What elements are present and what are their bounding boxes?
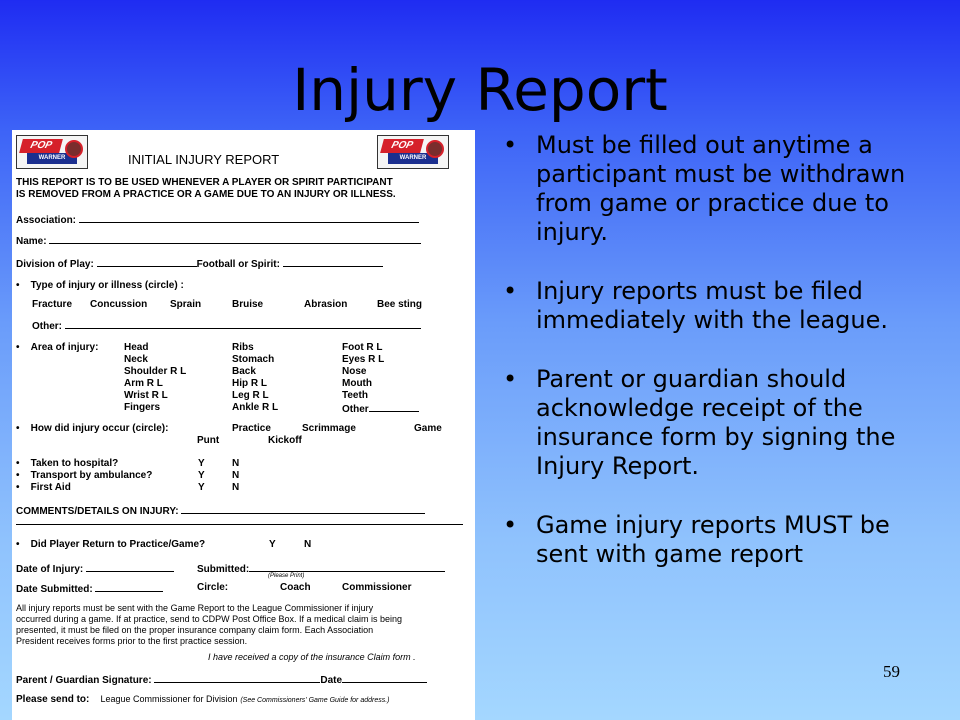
how-punt: Punt	[197, 435, 220, 446]
ambulance-yes: Y	[198, 470, 205, 481]
comments-label: COMMENTS/DETAILS ON INJURY:	[16, 506, 179, 517]
send-to-row	[16, 694, 390, 705]
circle-label: Circle:	[197, 582, 229, 593]
area-ankle: Ankle R L	[232, 402, 279, 413]
name-label: Name:	[16, 236, 47, 247]
other-field	[32, 319, 421, 332]
form-title: INITIAL INJURY REPORT	[128, 152, 280, 167]
form-intro-1: THIS REPORT IS TO BE USED WHENEVER A PLAYER OR SPIRIT PARTICIPANT	[16, 177, 393, 188]
type-fracture: Fracture	[32, 299, 73, 310]
how-practice: Practice	[232, 423, 271, 434]
bullet-item: • Must be filled out anytime a participant must be withdrawn from game or practice due to injury.	[503, 131, 923, 247]
date-injury-label: Date of Injury:	[16, 564, 84, 575]
area-shoulder: Shoulder R L	[124, 366, 187, 377]
ambulance-label: Transport by ambulance?	[30, 470, 153, 481]
logo-ball-icon	[426, 140, 444, 158]
logo-text: POP	[380, 139, 424, 153]
how-kickoff: Kickoff	[268, 435, 302, 446]
bullet-list	[503, 131, 923, 599]
pop-warner-logo-left	[16, 135, 88, 169]
type-question: • Type of injury or illness (circle) :	[16, 280, 184, 291]
bullet-item: • Injury reports must be filed immediately with the league.	[503, 277, 923, 335]
logo-subtext: WARNER	[27, 153, 77, 164]
return-no: N	[304, 539, 312, 550]
first-aid-row: • First Aid	[16, 482, 71, 493]
how-scrimmage: Scrimmage	[302, 423, 356, 434]
area-ribs: Ribs	[232, 342, 254, 353]
area-eyes: Eyes R L	[342, 354, 385, 365]
area-back: Back	[232, 366, 256, 377]
page-number: 59	[883, 662, 900, 681]
date-submitted-field	[16, 582, 163, 595]
submitted-label: Submitted:	[197, 564, 250, 575]
type-abrasion: Abrasion	[304, 299, 348, 310]
name-field	[16, 234, 421, 247]
type-concussion: Concussion	[90, 299, 148, 310]
notice-line-4: President receives forms prior to the first practice session.	[16, 636, 248, 646]
date-submitted-label: Date Submitted:	[16, 584, 93, 595]
area-question: • Area of injury:	[16, 342, 99, 353]
area-teeth: Teeth	[342, 390, 368, 401]
area-arm: Arm R L	[124, 378, 163, 389]
hospital-row: • Taken to hospital?	[16, 458, 119, 469]
comments-line-2	[16, 515, 463, 528]
type-bee-sting: Bee sting	[377, 299, 423, 310]
bullet-item: • Parent or guardian should acknowledge receipt of the insurance form by signing the Injury Report.	[503, 365, 923, 481]
area-leg: Leg R L	[232, 390, 269, 401]
injury-report-form-image	[12, 130, 475, 720]
how-game: Game	[414, 423, 442, 434]
pop-warner-logo-right	[377, 135, 449, 169]
area-other-label: Other	[342, 404, 369, 415]
hospital-yes: Y	[198, 458, 205, 469]
return-question: • Did Player Return to Practice/Game?	[16, 539, 206, 550]
commissioner-option: Commissioner	[342, 582, 412, 593]
return-question-label: Did Player Return to Practice/Game?	[30, 539, 206, 550]
type-question-label: Type of injury or illness (circle) :	[30, 280, 184, 291]
hospital-no: N	[232, 458, 240, 469]
division-field	[16, 257, 383, 270]
association-label: Association:	[16, 215, 77, 226]
area-head: Head	[124, 342, 149, 353]
association-field	[16, 213, 419, 226]
area-other	[342, 402, 419, 415]
notice-line-2: occurred during a game. If at practice, send to CDPW Post Office Box. If a medical claim is being	[16, 614, 403, 624]
area-nose: Nose	[342, 366, 367, 377]
how-question: • How did injury occur (circle):	[16, 423, 169, 434]
ambulance-no: N	[232, 470, 240, 481]
area-question-label: Area of injury:	[30, 342, 99, 353]
area-foot: Foot R L	[342, 342, 383, 353]
other-label: Other:	[32, 321, 62, 332]
slide-title: Injury Report	[292, 56, 668, 124]
type-sprain: Sprain	[170, 299, 202, 310]
first-aid-yes: Y	[198, 482, 205, 493]
area-stomach: Stomach	[232, 354, 275, 365]
send-to-label: Please send to:	[16, 694, 90, 705]
first-aid-no: N	[232, 482, 240, 493]
logo-ball-icon	[65, 140, 83, 158]
notice-line-3: presented, it must be filed on the proper insurance company claim form. Each Association	[16, 625, 374, 635]
logo-subtext: WARNER	[388, 153, 438, 164]
please-print-note: (Please Print)	[268, 573, 305, 579]
area-fingers: Fingers	[124, 402, 161, 413]
type-bruise: Bruise	[232, 299, 264, 310]
area-wrist: Wrist R L	[124, 390, 168, 401]
logo-text: POP	[19, 139, 63, 153]
ambulance-row: • Transport by ambulance?	[16, 470, 153, 481]
bullet-item: • Game injury reports MUST be sent with game report	[503, 511, 923, 569]
how-question-label: How did injury occur (circle):	[30, 423, 169, 434]
form-intro-2: IS REMOVED FROM A PRACTICE OR A GAME DUE TO AN INJURY OR ILLNESS.	[16, 189, 396, 200]
date-injury-field	[16, 562, 174, 575]
signature-field	[16, 673, 427, 686]
send-to-note: (See Commissioners' Game Guide for address.)	[240, 697, 390, 704]
first-aid-label: First Aid	[30, 482, 71, 493]
submitted-field	[197, 562, 445, 575]
football-spirit-label: Football or Spirit:	[196, 259, 280, 270]
division-label: Division of Play:	[16, 259, 94, 270]
signature-label: Parent / Guardian Signature:	[16, 675, 152, 686]
hospital-label: Taken to hospital?	[30, 458, 119, 469]
notice-line-1: All injury reports must be sent with the Game Report to the League Commissioner if injury	[16, 603, 374, 613]
return-yes: Y	[269, 539, 276, 550]
area-mouth: Mouth	[342, 378, 372, 389]
area-neck: Neck	[124, 354, 148, 365]
received-acknowledgment: I have received a copy of the insurance Claim form .	[208, 652, 416, 662]
area-hip: Hip R L	[232, 378, 267, 389]
coach-option: Coach	[280, 582, 311, 593]
signature-date-label: Date	[320, 675, 343, 686]
send-to-target: League Commissioner for Division	[100, 694, 238, 704]
